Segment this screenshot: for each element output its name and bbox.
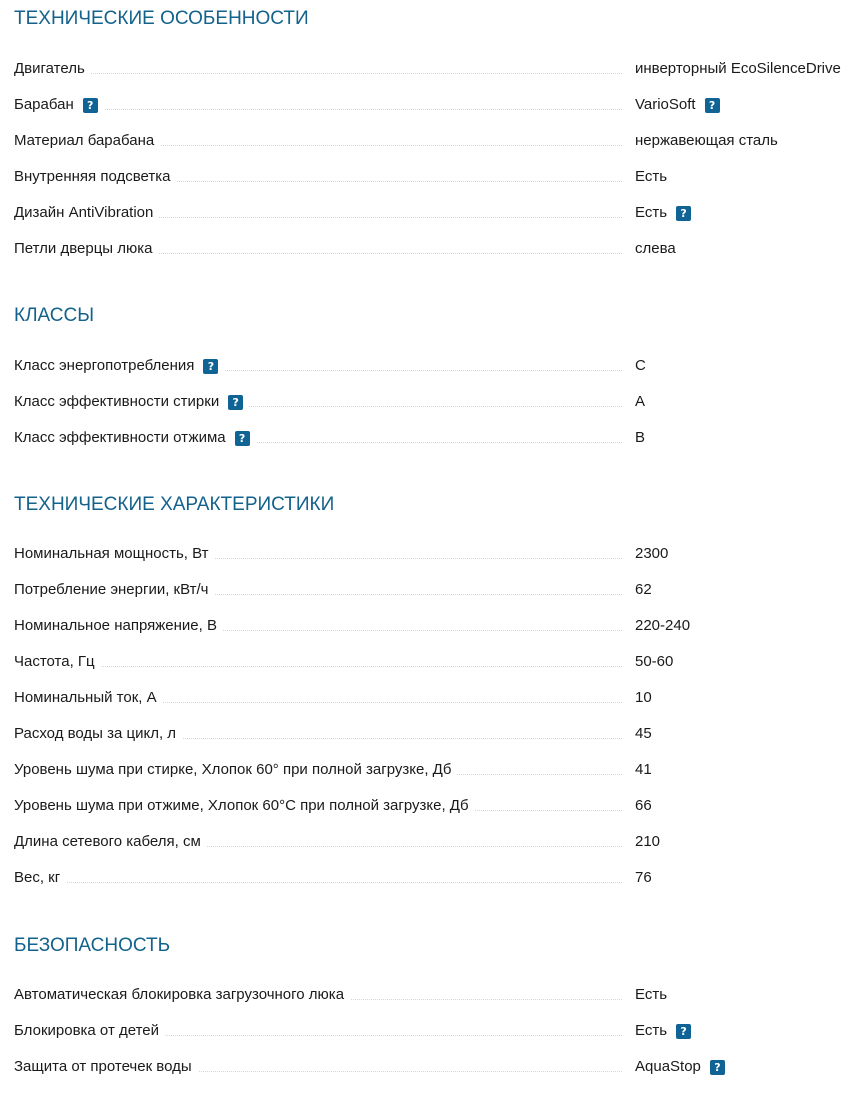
spec-label: Материал барабана xyxy=(14,132,155,149)
spec-value: AquaStop xyxy=(635,1058,701,1075)
spec-label: Класс эффективности стирки xyxy=(14,393,220,410)
spec-row xyxy=(14,651,854,673)
spec-label: Частота, Гц xyxy=(14,653,95,670)
section-technical-features xyxy=(14,6,854,266)
spec-label: Номинальный ток, А xyxy=(14,689,157,706)
spec-value: 62 xyxy=(635,581,652,598)
question-mark-icon[interactable]: ? xyxy=(705,98,720,113)
spec-row xyxy=(14,1056,854,1078)
spec-row xyxy=(14,391,854,413)
spec-label: Двигатель xyxy=(14,60,85,77)
spec-row xyxy=(14,58,854,80)
spec-value: Есть xyxy=(635,168,668,185)
spec-value: B xyxy=(635,429,646,446)
spec-label: Автоматическая блокировка загрузочного люка xyxy=(14,986,345,1003)
spec-value: слева xyxy=(635,240,676,257)
question-mark-icon[interactable]: ? xyxy=(676,1024,691,1039)
spec-row xyxy=(14,166,854,188)
spec-label: Петли дверцы люка xyxy=(14,240,153,257)
spec-label: Номинальная мощность, Вт xyxy=(14,545,209,562)
spec-row xyxy=(14,831,854,853)
spec-row xyxy=(14,202,854,224)
spec-value: 76 xyxy=(635,869,652,886)
question-mark-icon[interactable]: ? xyxy=(235,431,250,446)
spec-value: 41 xyxy=(635,761,652,778)
section-title: КЛАССЫ xyxy=(14,305,95,326)
spec-value: 66 xyxy=(635,797,652,814)
spec-row xyxy=(14,759,854,781)
spec-label: Потребление энергии, кВт/ч xyxy=(14,581,209,598)
section-classes xyxy=(14,303,854,463)
spec-label: Класс эффективности отжима xyxy=(14,429,226,446)
spec-value: Есть xyxy=(635,1022,668,1039)
section-title: ТЕХНИЧЕСКИЕ ХАРАКТЕРИСТИКИ xyxy=(14,494,335,515)
question-mark-icon[interactable]: ? xyxy=(710,1060,725,1075)
spec-row xyxy=(14,867,854,889)
spec-label: Номинальное напряжение, В xyxy=(14,617,217,634)
question-mark-icon[interactable]: ? xyxy=(228,395,243,410)
spec-label: Блокировка от детей xyxy=(14,1022,160,1039)
spec-value: Есть xyxy=(635,986,668,1003)
spec-value: инверторный EcoSilenceDrive xyxy=(635,60,841,77)
spec-value: 45 xyxy=(635,725,652,742)
spec-value: 220-240 xyxy=(635,617,691,634)
spec-label: Внутренняя подсветка xyxy=(14,168,171,185)
question-mark-icon[interactable]: ? xyxy=(203,359,218,374)
spec-label: Уровень шума при стирке, Хлопок 60° при полной загрузке, Дб xyxy=(14,761,452,778)
spec-value: нержавеющая сталь xyxy=(635,132,778,149)
spec-row xyxy=(14,427,854,449)
question-mark-icon[interactable]: ? xyxy=(676,206,691,221)
spec-label: Защита от протечек воды xyxy=(14,1058,192,1075)
spec-row xyxy=(14,1020,854,1042)
spec-value: 50-60 xyxy=(635,653,674,670)
spec-label: Класс энергопотребления xyxy=(14,357,195,374)
question-mark-icon[interactable]: ? xyxy=(83,98,98,113)
spec-label: Уровень шума при отжиме, Хлопок 60°С при полной загрузке, Дб xyxy=(14,797,469,814)
spec-row xyxy=(14,795,854,817)
spec-label: Барабан xyxy=(14,96,74,113)
section-safety xyxy=(14,933,854,1093)
spec-row xyxy=(14,543,854,565)
spec-value: Есть xyxy=(635,204,668,221)
spec-label: Вес, кг xyxy=(14,869,61,886)
spec-value: 2300 xyxy=(635,545,669,562)
spec-value: 210 xyxy=(635,833,661,850)
spec-row xyxy=(14,130,854,152)
spec-value: VarioSoft xyxy=(635,96,696,113)
spec-label: Расход воды за цикл, л xyxy=(14,725,177,742)
spec-label: Длина сетевого кабеля, см xyxy=(14,833,201,850)
section-title: ТЕХНИЧЕСКИЕ ОСОБЕННОСТИ xyxy=(14,8,309,29)
spec-value: A xyxy=(635,393,646,410)
spec-label: Дизайн AntiVibration xyxy=(14,204,154,221)
section-title: БЕЗОПАСНОСТЬ xyxy=(14,935,171,956)
spec-row xyxy=(14,687,854,709)
spec-row xyxy=(14,355,854,377)
spec-row xyxy=(14,723,854,745)
section-technical-specs xyxy=(14,492,854,892)
spec-row xyxy=(14,579,854,601)
spec-row xyxy=(14,984,854,1006)
spec-row xyxy=(14,94,854,116)
spec-value: 10 xyxy=(635,689,652,706)
spec-row xyxy=(14,238,854,260)
spec-row xyxy=(14,615,854,637)
spec-value: C xyxy=(635,357,646,374)
